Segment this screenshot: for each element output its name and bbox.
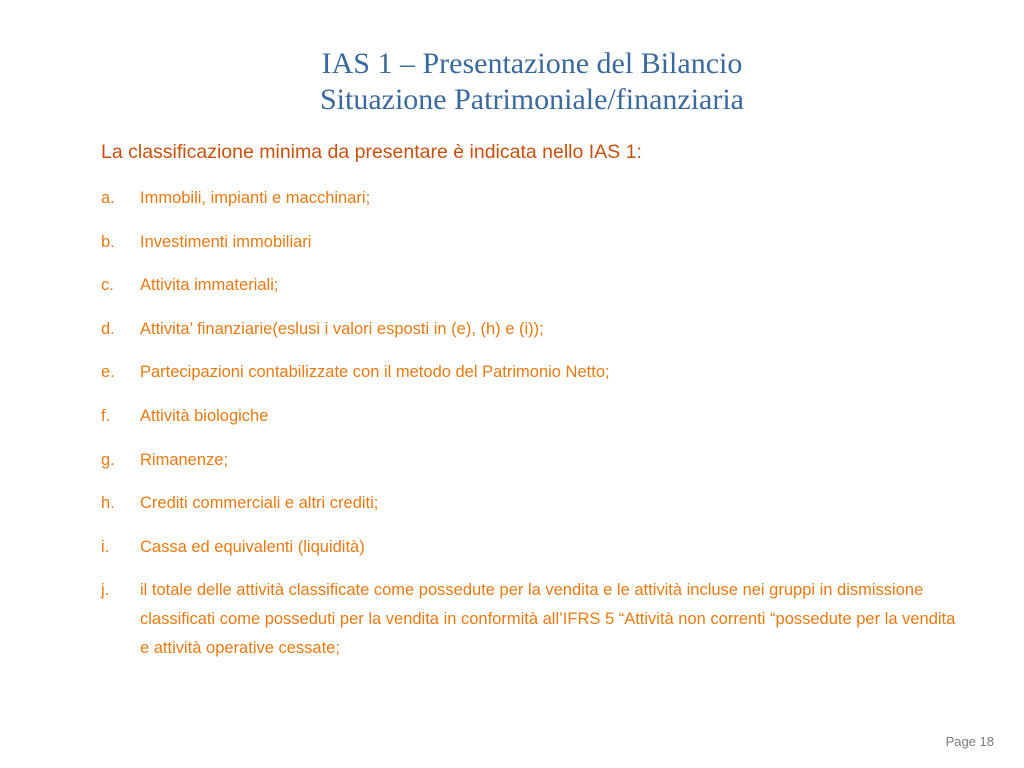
list-item-text: Cassa ed equivalenti (liquidità) bbox=[140, 537, 365, 556]
list-item-letter: h. bbox=[101, 494, 115, 513]
list-item-letter: a. bbox=[101, 189, 115, 207]
page-number: Page 18 bbox=[945, 734, 994, 749]
list-item-letter: j. bbox=[101, 581, 110, 600]
slide-title-line-2: Situazione Patrimoniale/finanziaria bbox=[319, 83, 744, 116]
list-item-text: Immobili, impianti e macchinari; bbox=[140, 189, 371, 207]
list-item-letter: e. bbox=[101, 363, 115, 382]
list-item-g bbox=[101, 446, 961, 475]
slide-title-line-1: IAS 1 – Presentazione del Bilancio bbox=[321, 47, 743, 80]
list-item-text: Investimenti immobiliari bbox=[140, 232, 312, 251]
list-item-letter: f. bbox=[101, 406, 111, 425]
list-item-letter: b. bbox=[101, 232, 115, 251]
list-item-text: Crediti commerciali e altri crediti; bbox=[140, 494, 379, 513]
list-item-letter: g. bbox=[101, 450, 115, 469]
classification-list bbox=[101, 184, 961, 678]
list-item-text: Attività biologiche bbox=[140, 406, 269, 425]
list-item-d bbox=[101, 315, 961, 344]
list-item-text: il totale delle attività classificate come possedute per la vendita e le attività incluse nei gruppi in dismissione classificati come posseduti per la vendita in conformità all’IFRS 5 “Attività non correnti “possedute per la vendita e attività operative cessate; bbox=[140, 581, 956, 658]
list-item-letter: d. bbox=[101, 319, 115, 338]
list-item-a bbox=[101, 184, 961, 213]
list-item-f bbox=[101, 402, 961, 431]
list-item-h bbox=[101, 489, 961, 518]
list-item-e bbox=[101, 358, 961, 387]
list-item-c bbox=[101, 271, 961, 300]
list-item-b bbox=[101, 228, 961, 257]
list-item-i bbox=[101, 533, 961, 562]
list-item-text: Attivita’ finanziarie(eslusi i valori esposti in (e), (h) e (i)); bbox=[140, 319, 544, 338]
list-item-j bbox=[101, 576, 961, 663]
slide-title bbox=[0, 46, 1024, 118]
list-item-text: Rimanenze; bbox=[140, 450, 229, 469]
list-item-letter: i. bbox=[101, 537, 110, 556]
list-item-letter: c. bbox=[101, 276, 114, 295]
list-item-text: Partecipazioni contabilizzate con il metodo del Patrimonio Netto; bbox=[140, 363, 610, 382]
list-item-text: Attivita immateriali; bbox=[140, 276, 279, 295]
intro-text: La classificazione minima da presentare è indicata nello IAS 1: bbox=[101, 141, 642, 163]
